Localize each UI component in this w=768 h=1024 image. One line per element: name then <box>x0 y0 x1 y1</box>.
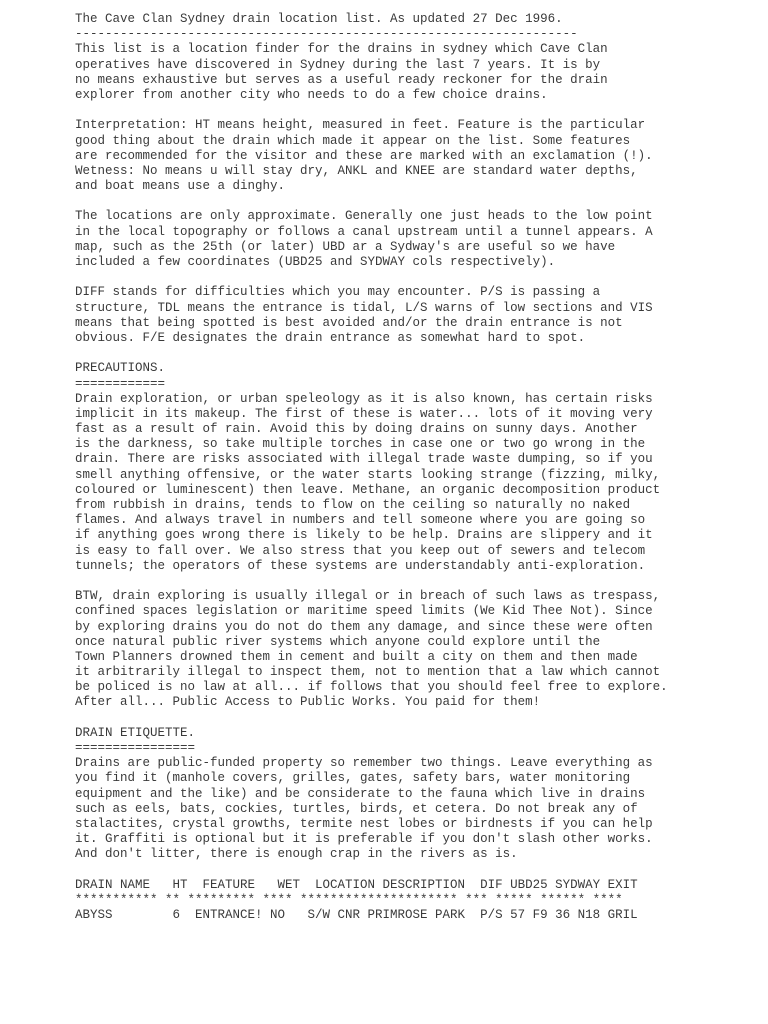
text-line: stalactites, crystal growths, termite nest lobes or birdnests if you can help <box>75 816 653 831</box>
text-line: Interpretation: HT means height, measured in feet. Feature is the particular <box>75 118 646 133</box>
text-line: confined spaces legislation or maritime speed limits (We Kid Thee Not). Since <box>75 604 653 619</box>
blank-line <box>75 270 668 285</box>
text-line: tunnels; the operators of these systems are understandably anti-exploration. <box>75 558 646 573</box>
text-line: drain. There are risks associated with illegal trade waste dumping, so if you <box>75 452 653 467</box>
doc-title: The Cave Clan Sydney drain location list. As updated 27 Dec 1996. <box>75 12 563 26</box>
text-line: means that being spotted is best avoided and/or the drain entrance is not <box>75 315 623 330</box>
text-line: map, such as the 25th (or later) UBD ar a Sydway's are useful so we have <box>75 239 616 254</box>
text-line: The locations are only approximate. Generally one just heads to the low point <box>75 209 653 224</box>
text-line: it. Graffiti is optional but it is preferable if you don't slash other works. <box>75 832 653 847</box>
blank-line <box>75 711 668 726</box>
blank-line <box>75 103 668 118</box>
title-rule: ------------------------------------------------------------------- <box>75 27 578 42</box>
text-line: Drain exploration, or urban speleology as it is also known, has certain risks <box>75 391 653 406</box>
table-header-rule: *********** ** ********* **** ********************* *** ***** ****** **** <box>75 892 623 907</box>
text-line: you find it (manhole covers, grilles, gates, safety bars, water monitoring <box>75 771 631 786</box>
text-line: included a few coordinates (UBD25 and SYDWAY cols respectively). <box>75 255 556 269</box>
section-rule: ================ <box>75 741 196 755</box>
text-line: if anything goes wrong there is likely to be help. Drains are slippery and it <box>75 528 653 543</box>
text-line: fast as a result of rain. Avoid this by doing drains on sunny days. Another <box>75 422 638 437</box>
document-text <box>75 12 668 923</box>
section-heading-etiquette: DRAIN ETIQUETTE. <box>75 725 196 740</box>
text-line: implicit in its makeup. The first of these is water... lots of it moving very <box>75 406 653 421</box>
text-line: structure, TDL means the entrance is tidal, L/S warns of low sections and VIS <box>75 300 653 315</box>
text-line: be policed is no law at all... if follows that you should feel free to explore. <box>75 680 668 695</box>
text-line: is easy to fall over. We also stress that you keep out of sewers and telecom <box>75 543 646 558</box>
text-line: by exploring drains you do not do them any damage, and since these were often <box>75 619 653 634</box>
text-line: good thing about the drain which made it appear on the list. Some features <box>75 133 631 148</box>
text-line: Drains are public-funded property so remember two things. Leave everything as <box>75 756 653 771</box>
text-line: are recommended for the visitor and these are marked with an exclamation (!). <box>75 148 653 163</box>
text-line: such as eels, bats, cockies, turtles, birds, et cetera. Do not break any of <box>75 801 638 816</box>
text-line: BTW, drain exploring is usually illegal or in breach of such laws as trespass, <box>75 589 661 604</box>
text-line: Town Planners drowned them in cement and built a city on them and then made <box>75 649 638 664</box>
text-line: is the darkness, so take multiple torches in case one or two go wrong in the <box>75 437 646 452</box>
table-header: DRAIN NAME HT FEATURE WET LOCATION DESCRIPTION DIF UBD25 SYDWAY EXIT <box>75 877 638 892</box>
text-line: This list is a location finder for the drains in sydney which Cave Clan <box>75 42 608 57</box>
text-line: no means exhaustive but serves as a useful ready reckoner for the drain <box>75 72 608 87</box>
section-rule: ============ <box>75 376 166 391</box>
text-line: once natural public river systems which anyone could explore until the <box>75 634 601 649</box>
text-line: in the local topography or follows a canal upstream until a tunnel appears. A <box>75 224 653 239</box>
text-line: operatives have discovered in Sydney during the last 7 years. It is by <box>75 57 601 72</box>
text-line: coloured or luminescent) then leave. Methane, an organic decomposition product <box>75 482 661 497</box>
table-row: ABYSS 6 ENTRANCE! NO S/W CNR PRIMROSE PARK P/S 57 F9 36 N18 GRIL <box>75 908 638 923</box>
blank-line <box>75 574 668 589</box>
text-line: and boat means use a dinghy. <box>75 179 286 194</box>
text-line: smell anything offensive, or the water starts looking strange (fizzing, milky, <box>75 467 661 482</box>
blank-line <box>75 194 668 209</box>
text-line: obvious. F/E designates the drain entrance as somewhat hard to spot. <box>75 330 586 345</box>
text-line: After all... Public Access to Public Works. You paid for them! <box>75 695 541 710</box>
text-line: And don't litter, there is enough crap in the rivers as is. <box>75 847 518 862</box>
text-line: flames. And always travel in numbers and tell someone where you are going so <box>75 513 646 528</box>
blank-line <box>75 346 668 361</box>
text-line: Wetness: No means u will stay dry, ANKL and KNEE are standard water depths, <box>75 163 638 178</box>
text-line: equipment and the like) and be considerate to the fauna which live in drains <box>75 786 646 801</box>
text-line: DIFF stands for difficulties which you may encounter. P/S is passing a <box>75 285 601 300</box>
section-heading-precautions: PRECAUTIONS. <box>75 361 166 376</box>
text-line: explorer from another city who needs to do a few choice drains. <box>75 87 548 102</box>
text-line: from rubbish in drains, tends to flow on the ceiling so naturally no naked <box>75 498 631 512</box>
blank-line <box>75 863 668 878</box>
text-line: it arbitrarily illegal to inspect them, not to mention that a law which cannot <box>75 665 661 680</box>
